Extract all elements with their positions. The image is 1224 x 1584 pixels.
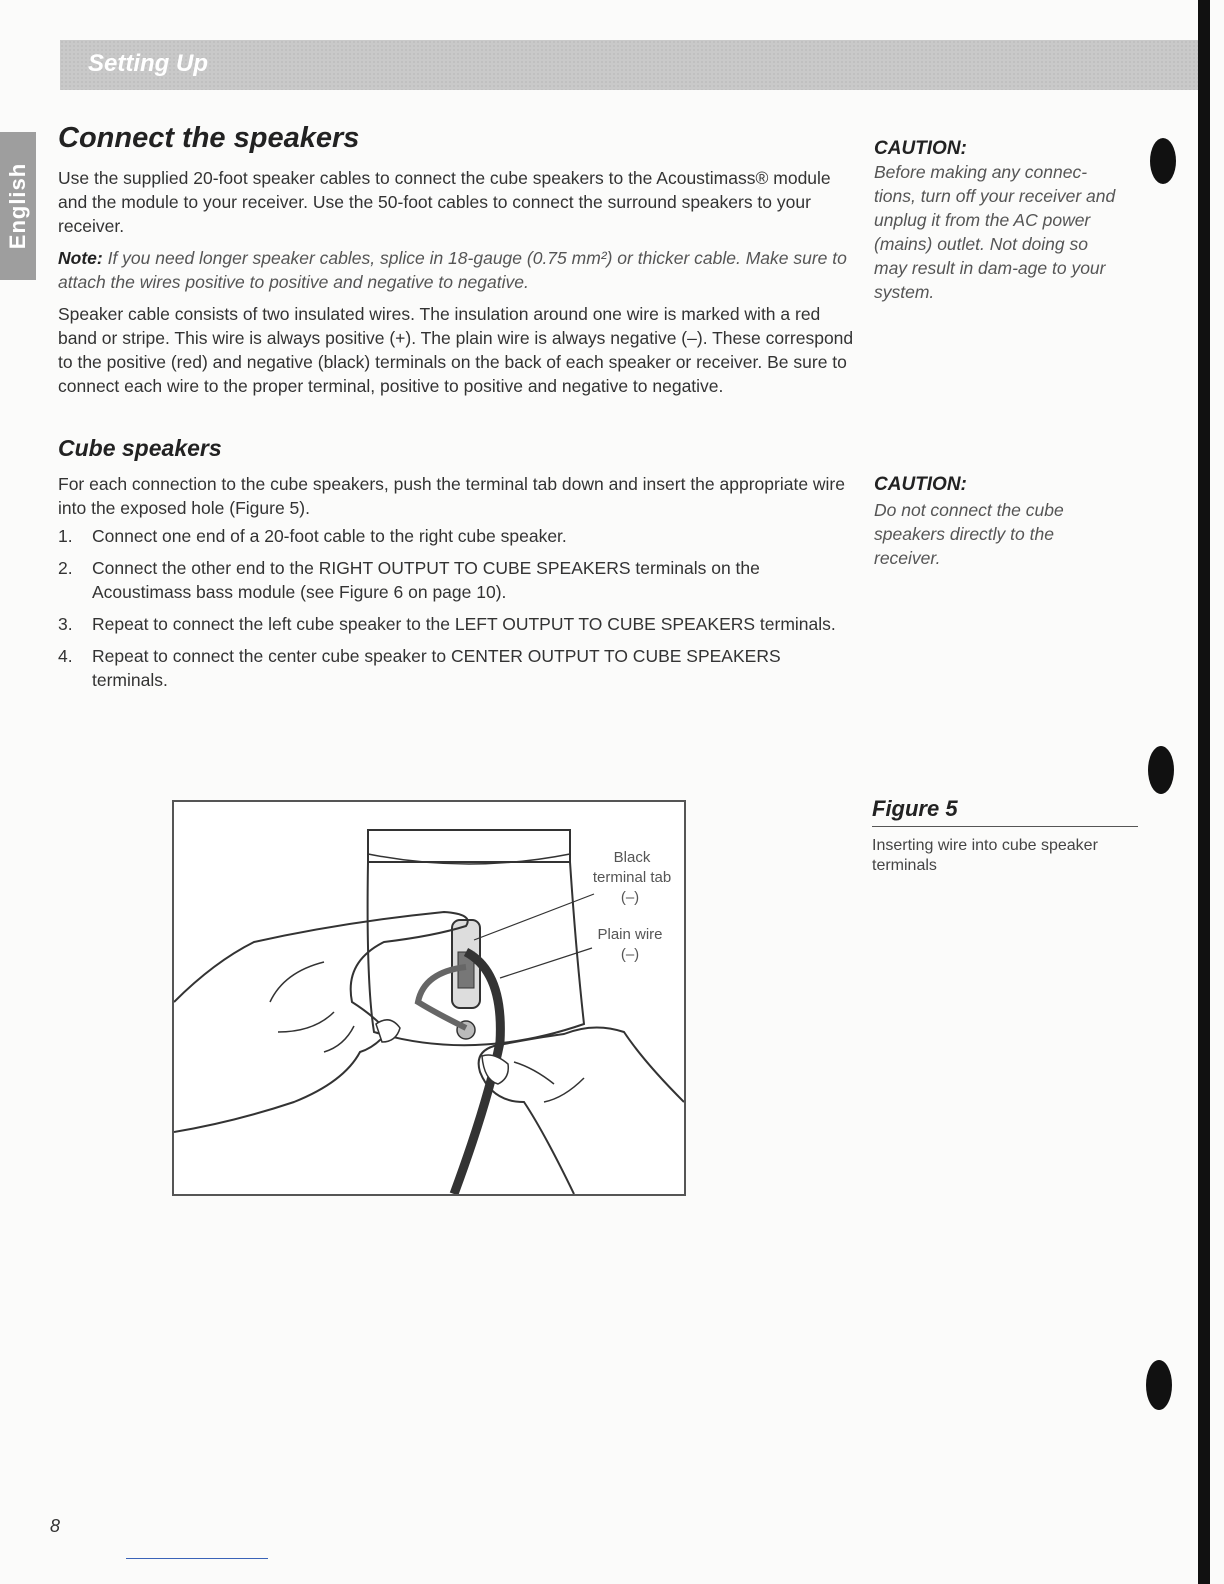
page-number: 8: [50, 1516, 61, 1536]
note-paragraph: [58, 246, 858, 294]
figure-title: Figure 5: [872, 796, 958, 821]
caution-text: Before making any connec-tions, turn off your receiver and unplug it from the AC power (mains) outlet. Not doing so may result in dam-age to your system.: [874, 162, 1116, 302]
page-title: Connect the speakers: [58, 122, 360, 154]
right-hand-fingers: [514, 1062, 584, 1102]
intro-paragraph: Use the supplied 20-foot speaker cables to connect the cube speakers to the Acoustimass® module and the module to your receiver. Use the 50-foot cables to connect the surround speakers to your receiver.: [58, 168, 831, 236]
list-item: [58, 644, 858, 692]
section-title: Setting Up: [88, 50, 208, 77]
right-thumb-nail: [482, 1055, 508, 1084]
label-black: Black: [613, 849, 651, 866]
footer-rule: [126, 1558, 268, 1559]
step-text: Connect one end of a 20-foot cable to the right cube speaker.: [92, 526, 567, 546]
note-label: Note:: [58, 248, 103, 268]
step-text: Repeat to connect the left cube speaker to the LEFT OUTPUT TO CUBE SPEAKERS terminals.: [92, 614, 836, 634]
figure-title-rule: [872, 826, 1138, 827]
caution-title: CAUTION:: [874, 138, 967, 159]
subsection-intro: For each connection to the cube speakers, push the terminal tab down and insert the appropriate wire into the exposed hole (Figure 5).: [58, 474, 845, 518]
label-plain-negative: (–): [620, 946, 640, 963]
caution-text: Do not connect the cube speakers directly to the receiver.: [874, 500, 1064, 568]
step-number: 1.: [58, 526, 73, 546]
figure-caption: Inserting wire into cube speaker terminals: [872, 837, 1098, 874]
list-item: [58, 612, 858, 636]
language-tab-label: English: [5, 162, 30, 250]
caution-title: CAUTION:: [874, 474, 967, 495]
step-text: Connect the other end to the RIGHT OUTPUT TO CUBE SPEAKERS terminals on the Acoustimass bass module (see Figure 6 on page 10).: [92, 558, 760, 602]
right-hand-outline: [479, 1027, 684, 1194]
steps-list: [58, 524, 858, 700]
figure-5-illustration: [172, 800, 686, 1196]
list-item: [58, 524, 858, 548]
speaker-top-edge: [368, 830, 570, 862]
cable-info-paragraph: Speaker cable consists of two insulated wires. The insulation around one wire is marked with a red band or stripe. This wire is always positive (+). The plain wire is always negative (–). These correspond to the positive (red) and negative (black) terminals on the back of each speaker or receiver. Be sure to connect each wire to the proper terminal, positive to positive and negative to negative.: [58, 304, 854, 396]
binder-hole: [1148, 746, 1174, 794]
note-text: If you need longer speaker cables, splice in 18-gauge (0.75 mm²) or thicker cable. Make sure to attach the wires positive to positive and negative to negative.: [58, 248, 847, 292]
figure-drawing: [174, 802, 684, 1194]
left-hand-fingers: [270, 962, 354, 1052]
label-plain-wire: Plain wire: [597, 926, 663, 943]
list-item: [58, 556, 858, 604]
binder-hole: [1150, 138, 1176, 184]
label-terminal-tab: terminal tab: [592, 869, 672, 886]
step-number: 4.: [58, 646, 73, 666]
step-text: Repeat to connect the center cube speaker to CENTER OUTPUT TO CUBE SPEAKERS terminals.: [92, 646, 781, 690]
label-black-negative: (–): [620, 889, 640, 906]
step-number: 2.: [58, 558, 73, 578]
subsection-title: Cube speakers: [58, 435, 222, 461]
page-edge-bar: [1198, 0, 1210, 1584]
step-number: 3.: [58, 614, 73, 634]
section-header-bar: [60, 40, 1200, 90]
binder-hole: [1146, 1360, 1172, 1410]
